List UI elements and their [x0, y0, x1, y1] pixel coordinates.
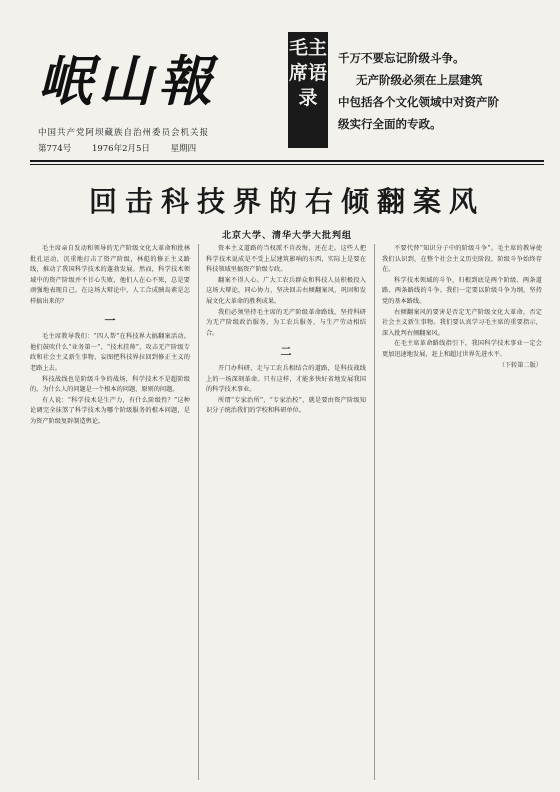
- paragraph: 右倾翻案风的要害是否定无产阶级文化大革命，否定社会主义新生事物。我们要认真学习毛主席的重要指示，深入批判右倾翻案风。: [382, 308, 542, 337]
- paragraph: 资本主义道路的当权派不肯改悔，还在走。这些人把科学技术说成是不受上层建筑影响的东西，实际上是要在科技领域里搞资产阶级专政。: [206, 245, 366, 274]
- paragraph: 不要代替“知识分子中的阶级斗争”。毛主席的教导使我们认识到，在整个社会主义历史阶段，阶级斗争始终存在。: [382, 245, 542, 274]
- quotation-line: 无产阶级必须在上层建筑: [356, 73, 483, 87]
- newspaper-logo: 岷山報: [38, 49, 218, 113]
- continued-note: （下转第二版）: [498, 361, 542, 369]
- paragraph: 科技战线也是阶级斗争的战场，科学技术不是超阶级的，为什么人的问题是一个根本的问题、原则的问题。: [30, 375, 190, 394]
- newspaper-page: [30, 14, 544, 784]
- issue-number: 第774号: [38, 144, 72, 154]
- issue-weekday: 星期四: [170, 144, 197, 154]
- text-column-2: [206, 244, 366, 780]
- issue-line: [38, 142, 214, 154]
- quotation-line: 级实行全面的专政。: [338, 117, 442, 131]
- text-column-1: [30, 244, 190, 780]
- quotation-text: [338, 48, 538, 136]
- quotation-box: [288, 32, 538, 152]
- paragraph: 有人说：“科学技术是生产力，有什么阶级性？”这种论调完全抹煞了科学技术为哪个阶级服务的根本问题，是为资产阶级复辟制造舆论。: [30, 396, 190, 425]
- paragraph: 翻案不得人心。广大工农兵群众和科技人员积极投入这场大辩论，同心协力，坚决回击右倾翻案风，巩固和发展文化大革命的胜利成果。: [206, 276, 366, 305]
- paragraph: 所谓“专家治所”、“专家治校”，就是要由资产阶级知识分子统治我们的学校和科研单位。: [206, 396, 366, 415]
- masthead: [30, 14, 544, 164]
- article-byline: 北京大学、清华大学大批判组: [221, 231, 352, 241]
- issue-date: 1976年2月5日: [91, 144, 150, 154]
- column-divider: [374, 244, 375, 780]
- paragraph: 在毛主席革命路线指引下，我国科学技术事业一定会更加迅速地发展，赶上和超过世界先进水平。: [382, 340, 542, 358]
- paragraph: 开门办科研，走与工农兵相结合的道路，是科技战线上的一场深刻革命。只有这样，才能多快好省地发展我国的科学技术事业。: [206, 364, 366, 394]
- section-number-one: 一: [104, 313, 116, 327]
- paragraph: 科学技术领域的斗争，归根到底是两个阶级、两条道路、两条路线的斗争。我们一定要以阶级斗争为纲，坚持党的基本路线。: [382, 276, 542, 305]
- quotation-line: 千万不要忘记阶级斗争。: [338, 51, 465, 65]
- publisher-line: 中国共产党阿坝藏族自治州委员会机关报: [38, 128, 210, 138]
- article-headline: 回击科技界的右倾翻案风: [88, 185, 485, 218]
- text-column-3: [382, 244, 542, 780]
- masthead-rule: [30, 160, 544, 162]
- paragraph: 毛主席亲自发动和领导的无产阶级文化大革命和批林批孔运动，沉重地打击了资产阶级，林彪的修正主义路线，推动了我国科学技术的蓬勃发展。然而，科学技术领域中的资产阶级并不甘心失败，他们人在心不死，总是要顽强地表现自己。在这场大辩论中，人工合成胰岛素是怎样搞出来的？: [30, 245, 190, 305]
- section-number-two: 二: [280, 345, 292, 359]
- masthead-rule-thin: [30, 164, 544, 165]
- paragraph: 我们必须坚持毛主席的无产阶级革命路线，坚持科研为无产阶级政治服务，为工农兵服务，与生产劳动相结合。: [206, 308, 366, 337]
- column-divider: [198, 244, 199, 780]
- paragraph: 毛主席教导我们：“四人帮”在科技界大搞翻案活动。他们鼓吹什么“业务第一”、“技术挂帅”，攻击无产阶级专政和社会主义新生事物，妄图把科技界拉回到修正主义的老路上去。: [30, 333, 190, 372]
- quotation-label: 毛主席语录: [288, 32, 328, 148]
- quotation-line: 中包括各个文化领域中对资产阶: [338, 95, 499, 109]
